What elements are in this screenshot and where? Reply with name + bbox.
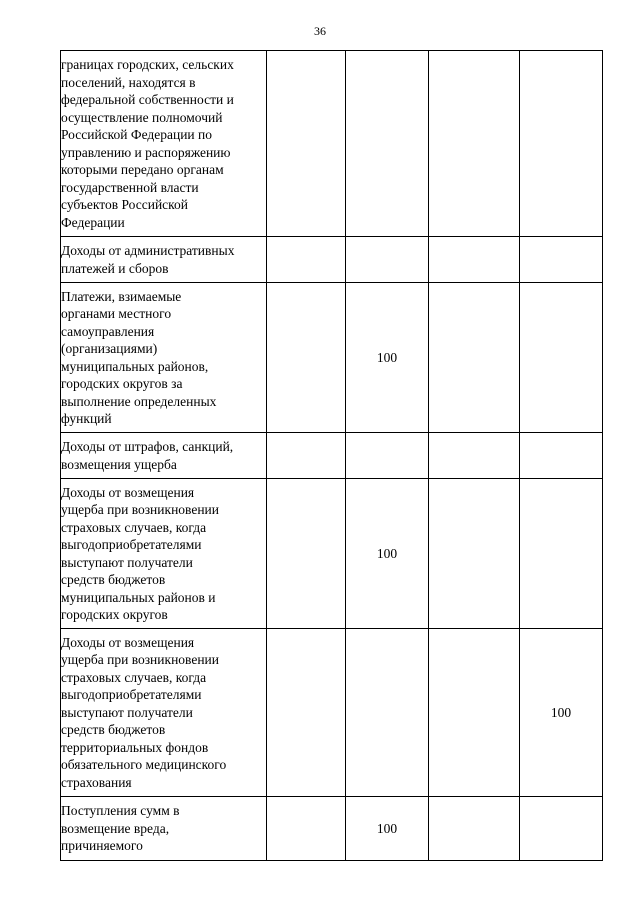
revenue-description-cell	[61, 237, 267, 283]
revenue-description-cell	[61, 797, 267, 861]
value-cell-1	[267, 433, 346, 479]
value-cell-3	[429, 479, 520, 629]
value-cell-2	[346, 629, 429, 797]
value-cell-1	[267, 629, 346, 797]
value-cell-4	[520, 237, 603, 283]
value-cell-1	[267, 479, 346, 629]
revenue-description-cell	[61, 629, 267, 797]
value-cell-2: 100	[346, 479, 429, 629]
revenue-description: Платежи, взимаемые органами местного самоуправления (организациями) муниципальных районов, городских округов за выполнение определенных функций	[61, 288, 217, 426]
value-cell-3	[429, 629, 520, 797]
revenue-description: Доходы от возмещения ущерба при возникновении страховых случаев, когда выгодоприобретателями выступают получатели средств бюджетов территориальных фондов обязательного медицинского страхования	[61, 634, 227, 790]
revenue-description-cell	[61, 433, 267, 479]
revenue-description: Доходы от административных платежей и сборов	[61, 243, 235, 276]
revenue-description: границах городских, сельских поселений, находятся в федеральной собственности и осуществление полномочий Российской Федерации по управлению и распоряжению которыми передано органам государственной власти субъектов Российской Федерации	[61, 57, 234, 230]
revenue-description: Доходы от возмещения ущерба при возникновении страховых случаев, когда выгодоприобретателями выступают получатели средств бюджетов муниципальных районов и городских округов	[61, 484, 220, 622]
value-cell-3	[429, 237, 520, 283]
value-cell-1	[267, 237, 346, 283]
value-cell-3	[429, 797, 520, 861]
table-row	[61, 51, 603, 237]
value-cell-4	[520, 797, 603, 861]
value-cell-2	[346, 433, 429, 479]
value-cell-4	[520, 479, 603, 629]
value-cell-2	[346, 51, 429, 237]
revenue-description: Доходы от штрафов, санкций, возмещения ущерба	[61, 439, 234, 472]
revenue-description-cell	[61, 51, 267, 237]
value-cell-1	[267, 51, 346, 237]
value-cell-2: 100	[346, 797, 429, 861]
value-cell-3	[429, 51, 520, 237]
table-row	[61, 797, 603, 861]
revenue-description: Поступления сумм в возмещение вреда, причиняемого	[61, 803, 180, 854]
table-row	[61, 283, 603, 433]
table-row	[61, 433, 603, 479]
value-cell-4	[520, 433, 603, 479]
table-row	[61, 629, 603, 797]
value-cell-4: 100	[520, 629, 603, 797]
value-cell-4	[520, 51, 603, 237]
page-number: 36	[314, 24, 326, 38]
value-cell-4	[520, 283, 603, 433]
table-row	[61, 237, 603, 283]
value-cell-3	[429, 283, 520, 433]
revenue-description-cell	[61, 479, 267, 629]
value-cell-1	[267, 283, 346, 433]
value-cell-1	[267, 797, 346, 861]
value-cell-2: 100	[346, 283, 429, 433]
table-row	[61, 479, 603, 629]
revenue-description-cell	[61, 283, 267, 433]
value-cell-3	[429, 433, 520, 479]
revenue-distribution-table	[60, 50, 603, 861]
value-cell-2	[346, 237, 429, 283]
